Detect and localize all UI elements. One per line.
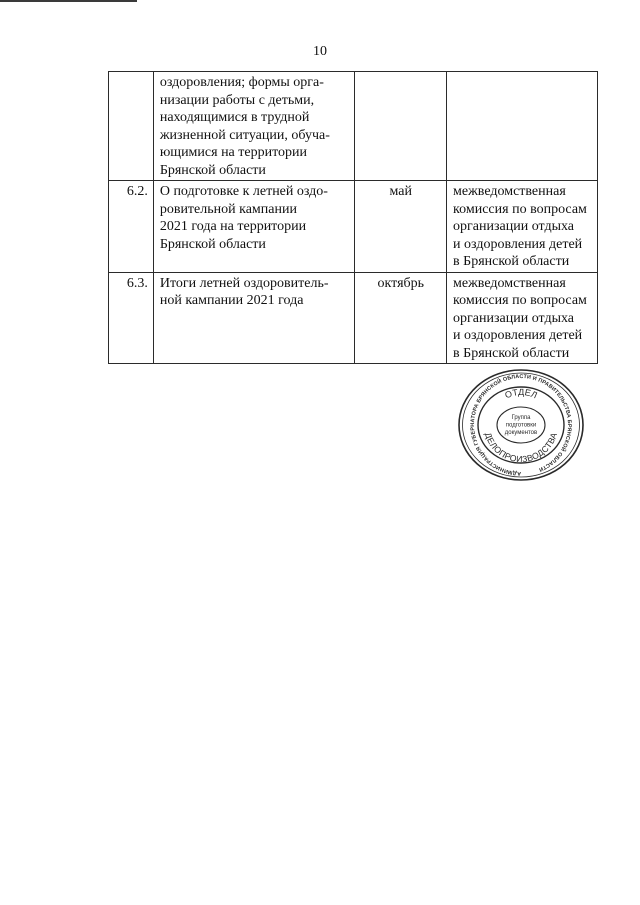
responsible-line: организации отдыха: [453, 310, 575, 326]
row-topic: [153, 72, 354, 181]
top-rule: [0, 0, 137, 2]
topic-line: Брянской области: [159, 236, 266, 252]
row-number: 6.3.: [109, 272, 154, 364]
responsible-line: комиссия по вопросам: [453, 293, 587, 308]
topic-line: ровительной кампании: [159, 201, 297, 217]
row-date: [354, 72, 447, 181]
topic-line: Итоги летней оздоровитель-: [159, 275, 329, 291]
responsible-line: и оздоровления детей: [453, 328, 583, 343]
responsible-line: и оздоровления детей: [453, 236, 583, 252]
responsible-line: межведомственная: [453, 184, 566, 199]
plan-table: [108, 71, 598, 364]
row-responsible: [447, 272, 598, 364]
topic-line: оздоровления; формы орга-: [159, 75, 324, 90]
topic-line: ющимися на территории: [159, 145, 308, 160]
responsible-line: в Брянской области: [453, 345, 570, 361]
responsible-line: комиссия по вопросам: [453, 201, 587, 217]
topic-line: О подготовке к летней оздо-: [159, 184, 328, 199]
stamp-center-line: документов: [504, 430, 538, 436]
topic-line: Брянской области: [159, 162, 266, 178]
row-date: май: [354, 181, 447, 273]
page-number: 10: [313, 44, 327, 59]
row-number: [109, 72, 154, 181]
table-row: [109, 72, 598, 181]
row-responsible: [447, 72, 598, 181]
department-stamp: [456, 367, 586, 483]
row-number: 6.2.: [109, 181, 154, 273]
responsible-line: организации отдыха: [453, 219, 575, 234]
row-responsible: [447, 181, 598, 273]
topic-line: ной кампании 2021 года: [159, 293, 304, 308]
table-row: [109, 272, 598, 364]
topic-line: жизненной ситуации, обуча-: [159, 127, 330, 143]
responsible-line: межведомственная: [453, 275, 566, 291]
responsible-line: в Брянской области: [453, 254, 570, 269]
stamp-center-line: подготовки: [505, 422, 537, 429]
topic-line: низации работы с детьми,: [159, 92, 315, 108]
topic-line: находящимися в трудной: [159, 110, 310, 125]
stamp-inner-top-text: ОТДЕЛ: [503, 386, 539, 401]
stamp-inner-bottom-text: ДЕЛОПРОИЗВОДСТВА: [482, 431, 560, 465]
row-topic: [153, 181, 354, 273]
row-topic: [153, 272, 354, 364]
table-row: [109, 181, 598, 273]
topic-line: 2021 года на территории: [159, 219, 307, 234]
stamp-outer-text: АДМИНИСТРАЦИЯ ГУБЕРНАТОРА БРЯНСКОЙ ОБЛАСТИ И ПРАВИТЕЛЬСТВА БРЯНСКОЙ ОБЛАСТИ: [469, 373, 573, 477]
row-date: октябрь: [354, 272, 447, 364]
stamp-center-line: Группа: [511, 415, 531, 421]
